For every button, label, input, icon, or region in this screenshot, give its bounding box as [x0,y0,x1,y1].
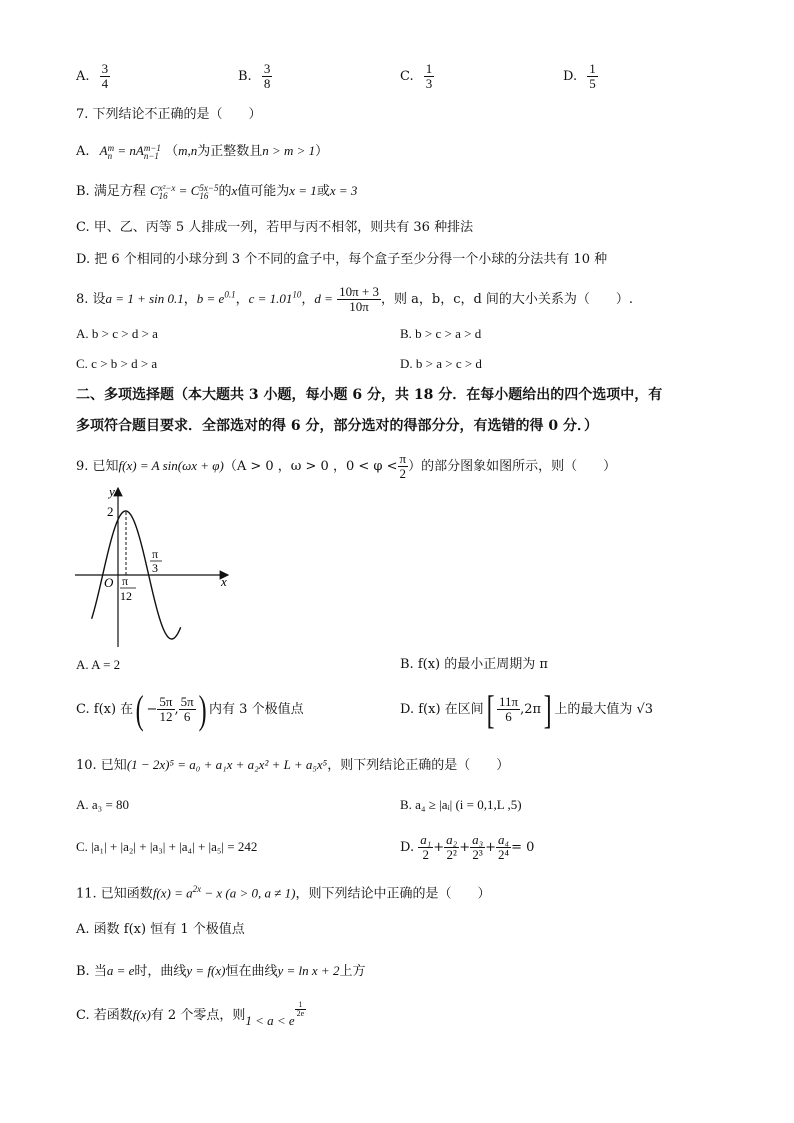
fraction [470,833,485,862]
option-text: f(x) 在 [93,702,134,717]
curve: y = f(x) [186,963,226,978]
function: f(x) [132,1007,151,1022]
option-text: C. 若函数 [76,1008,133,1023]
numerator: a₄ [496,833,511,848]
condition-text: （A > 0 ，ω > 0 ，0 < φ < [223,459,398,474]
option-text: 上方 [339,964,366,979]
stem-text: 11. 已知函数 [76,886,153,902]
denominator: 2² [446,847,457,862]
fraction [157,695,174,724]
q11-option-b [76,962,365,981]
pi12-numerator: π [122,574,129,588]
q10-option-b: B. a₄ ≥ |aᵢ| (i = 0,1,L ,5) [400,797,522,812]
q6-option-c [400,62,434,91]
numerator: π [399,451,407,466]
pi3-numerator: π [152,547,159,561]
q8-option-a: A. b > c > d > a [76,326,158,341]
q8-option-b: B. b > c > a > d [400,326,482,341]
curve: y = ln x + 2 [277,963,340,978]
option-label: B. [400,657,414,672]
denominator: 10π [349,299,369,314]
fraction [497,695,520,724]
d-fraction [337,285,381,314]
fraction [398,452,409,481]
numerator: 1 [295,1001,307,1010]
q10-option-d: D. $\frac{\text{a₁}}{2}$ + $\frac{\text{a₂}}{\text{2²}}$ + $\frac{\text{a₃}}{\text{2³}}$ + $\frac{\text{a₄}}{\text{2⁴}}$ = 0 [400,832,535,862]
numerator: 10π + 3 [339,284,379,299]
q8-option-d: D. b > a > c > d [400,356,482,371]
option-text: 上的最大值为 √3 [554,702,654,717]
q11-option-c [76,1000,306,1030]
numerator: a₃ [472,832,484,847]
expansion-expression: (1 − 2x)⁵ = a₀ + a₁x + a₂x² + L + a₅x⁵ [126,757,328,772]
fraction [100,62,111,91]
open-bracket: [ [486,686,495,732]
b-definition: b = e [196,291,225,306]
value: x = 3 [329,183,358,198]
condition: 1 < a < e [245,1013,295,1028]
fraction [262,62,273,91]
option-text: 或 [316,184,330,199]
q9-option-a: A. A = 2 [76,657,121,672]
fraction [179,695,196,724]
option-text: 恒在曲线 [225,964,278,979]
q7-stem: 7. 下列结论不正确的是（ ） [76,107,262,122]
interval-end: ,2π [520,702,542,717]
y-axis-label: y [109,484,115,499]
denominator: 8 [263,76,271,91]
exponent: 10 [292,289,302,300]
q7-option-a [76,142,328,161]
option-text: B. 当 [76,964,107,979]
numerator: 5π [159,694,173,709]
section-heading-line2: 多项符合题目要求．全部选对的得 6 分，部分选对的得部分分，有选错的得 0 分．） [76,418,598,434]
q8-stem: 8. 设a = 1 + sin 0.1，$b = e^{0.1}$，$c = 1.01^{10}$，d = $\frac{10\pi + 3}{10\pi}$ ，则 a，b，c，d 间的大小关系为（ ）. [76,284,634,314]
option-label: B. [238,69,252,84]
value: x = 1 [289,183,317,198]
q11-option-a: A. 函数 f(x) 恒有 1 个极值点 [76,922,245,937]
exponent: 0.1 [224,289,236,300]
combination-equation: C x²−x 16 = C 5x−5 16 [149,183,219,202]
q10-option-a: A. a₃ = 80 [76,797,130,812]
close-paren: ) [198,686,207,732]
function-definition-rest: − x (a > 0, a ≠ 1) [201,885,296,901]
pi12-denominator: 12 [120,589,132,603]
permutation-formula: A m n = nA m−1 n−1 [99,143,161,162]
numerator: a₁ [420,832,432,847]
exponent: 2x [192,884,202,894]
peak-label: 2 [107,504,114,519]
fraction [496,833,511,862]
option-label: C. [76,702,90,717]
denominator: 2 [399,466,407,481]
option-label: D. [400,840,415,855]
value: a = e [106,963,135,978]
stem-text: 8. 设 [76,292,106,307]
fraction [418,833,433,862]
q9-option-c: C. f(x) 在( − $\frac{5\pi}{12}$ , $\frac{5\pi}{6}$ ) 内有 3 个极值点 [76,686,304,732]
option-label: D. [563,69,578,84]
option-label: A. [76,144,90,159]
stem-text: ，则 a，b，c，d 间的大小关系为（ ）. [380,292,634,307]
denominator: 4 [101,76,109,91]
denominator: 2 [422,847,429,862]
stem-text: ）的部分图象如图所示，则（ ） [408,459,617,474]
q9-stem [76,452,616,481]
exponent-fraction [295,1001,307,1018]
stem-text: 10. 已知 [76,758,127,773]
option-text: 值可能为 [237,184,290,199]
section-heading-line1: 二、多项选择题（本大题共 3 小题，每小题 6 分，共 18 分．在每小题给出的四个选项中，有 [76,387,663,403]
q11-stem [76,880,491,903]
q9-option-d [400,688,653,732]
equals-zero: = 0 [511,840,535,855]
option-text: f(x) 在区间 [418,702,484,717]
paren-close: ） [315,144,329,159]
q6-option-d [563,62,598,91]
numerator: 1 [425,61,433,76]
q10-option-c: C. |a₁| + |a₂| + |a₃| + |a₄| + |a₅| = 242 [76,839,258,854]
numerator: 11π [498,694,519,709]
option-text: 的 [218,184,232,199]
q7-option-d: D. 把 6 个相同的小球分到 3 个不同的盒子中，每个盒子至少分得一个小球的分法共有 10 种 [76,252,608,267]
option-text: 满足方程 [93,184,146,199]
stem-text: 9. 已知 [76,459,119,474]
denominator: 6 [183,709,191,724]
close-bracket: ] [543,686,552,732]
q6-option-a [76,62,110,91]
denominator: 5 [589,76,596,91]
q8-option-c: C. c > b > d > a [76,356,158,371]
option-text: f(x) 的最小正周期为 π [417,657,548,672]
q10-stem [76,756,509,775]
q7-option-b [76,182,357,201]
q6-option-b [238,62,272,91]
pi3-denominator: 3 [152,561,158,575]
condition: n > m > 1 [262,143,316,158]
stem-text: ，则下列结论中正确的是（ ） [295,886,491,902]
numerator: 3 [263,61,271,76]
numerator: 1 [589,61,596,76]
option-label: D. [400,702,415,717]
function-definition: f(x) = a [152,885,193,901]
denominator: 2⁴ [498,847,510,862]
function-definition: f(x) = A sin(ωx + φ) [118,458,224,473]
option-label: C. [400,69,414,84]
fraction [424,62,435,91]
denominator: 2e [296,1009,305,1018]
d-definition: d = [314,291,333,306]
open-paren: ( [135,686,144,732]
paren-open: （ [165,144,179,159]
q9-option-b [400,656,548,674]
variables: m,n [178,143,198,158]
denominator: 12 [159,709,173,724]
x-axis-label: x [221,574,227,589]
fraction [587,62,598,91]
c-definition: c = 1.01 [248,291,293,306]
option-text: 时，曲线 [134,964,187,979]
note-text: 为正整数且 [197,144,263,159]
a-definition: a = 1 + sin 0.1 [105,291,184,306]
option-text: 有 2 个零点，则 [150,1008,246,1023]
q7-option-c: C. 甲、乙、丙等 5 人排成一列，若甲与丙不相邻，则共有 36 种排法 [76,220,474,235]
numerator: a₂ [446,832,458,847]
numerator: 5π [180,694,194,709]
option-text: 内有 3 个极值点 [209,702,304,717]
option-label: A. [76,69,90,84]
denominator: 6 [505,709,512,724]
option-label: B. [76,184,90,199]
fraction [444,833,459,862]
origin-label: O [104,575,114,590]
q9-sine-graph [70,482,240,652]
denominator: 3 [425,76,433,91]
denominator: 2³ [472,847,483,862]
variable: x [231,183,238,198]
numerator: 3 [101,61,109,76]
stem-text: ，则下列结论正确的是（ ） [327,758,510,773]
